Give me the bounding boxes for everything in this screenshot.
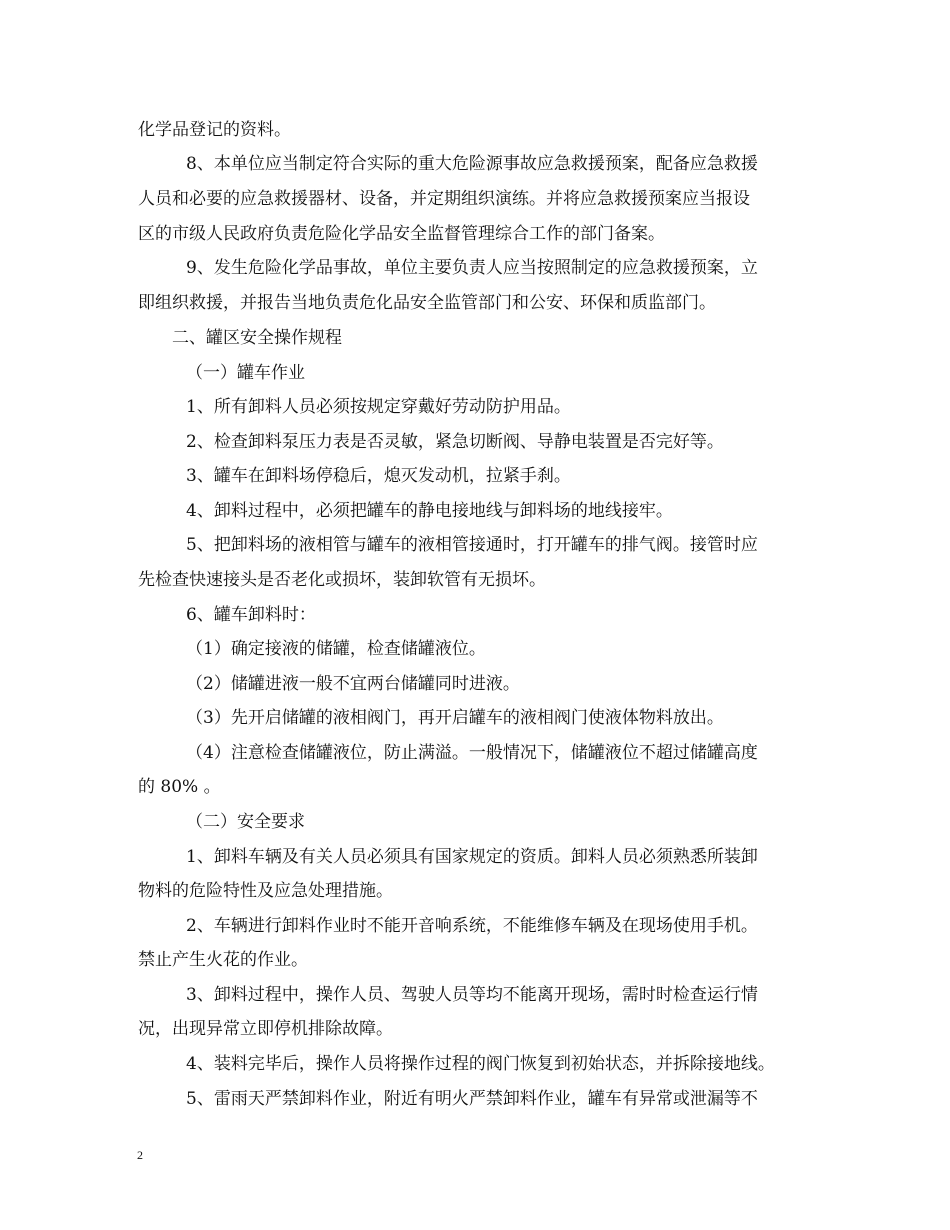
text-line: 4、装料完毕后，操作人员将操作过程的阀门恢复到初始状态，并拆除接地线。 [186,1054,775,1074]
text-line: 化学品登记的资料。 [138,120,291,140]
text-line: 5、把卸料场的液相管与罐车的液相管接通时，打开罐车的排气阀。接管时应 [186,535,758,555]
text-line: 6、罐车卸料时： [186,605,316,625]
text-line: （2）储罐进液一般不宜两台储罐同时进液。 [186,674,520,694]
text-line: 先检查快速接头是否老化或损坏，装卸软管有无损坏。 [138,570,546,590]
text-line: 的 80% 。 [138,777,221,797]
page-number: 2 [137,1148,143,1162]
text-line: 2、检查卸料泵压力表是否灵敏，紧急切断阀、导静电装置是否完好等。 [186,432,724,452]
subsection-heading: （二）安全要求 [186,812,305,832]
text-line: 1、卸料车辆及有关人员必须具有国家规定的资质。卸料人员必须熟悉所装卸 [186,847,758,867]
text-line: 1、所有卸料人员必须按规定穿戴好劳动防护用品。 [186,397,571,417]
text-line: 3、罐车在卸料场停稳后，熄灭发动机，拉紧手刹。 [186,466,571,486]
text-line: 3、卸料过程中，操作人员、驾驶人员等均不能离开现场，需时时检查运行情 [186,985,758,1005]
text-line: 5、雷雨天严禁卸料作业，附近有明火严禁卸料作业，罐车有异常或泄漏等不 [186,1089,758,1109]
text-line: 2、车辆进行卸料作业时不能开音响系统，不能维修车辆及在现场使用手机。 [186,916,758,936]
text-line: 禁止产生火花的作业。 [138,950,308,970]
text-line: 况，出现异常立即停机排除故障。 [138,1019,393,1039]
text-line: 即组织救援，并报告当地负责危化品安全监管部门和公安、环保和质监部门。 [138,293,716,313]
text-line: 4、卸料过程中，必须把罐车的静电接地线与卸料场的地线接牢。 [186,501,673,521]
text-line: 8、本单位应当制定符合实际的重大危险源事故应急救援预案，配备应急救援 [186,154,758,174]
text-line: 区的市级人民政府负责危险化学品安全监督管理综合工作的部门备案。 [138,224,665,244]
text-line: 9、发生危险化学品事故，单位主要负责人应当按照制定的应急救援预案，立 [186,258,758,278]
text-line: 人员和必要的应急救援器材、设备，并定期组织演练。并将应急救援预案应当报设 [138,189,750,209]
text-line: （4）注意检查储罐液位，防止满溢。一般情况下，储罐液位不超过储罐高度 [186,743,758,763]
text-line: （3）先开启储罐的液相阀门，再开启罐车的液相阀门使液体物料放出。 [186,708,724,728]
text-line: （1）确定接液的储罐，检查储罐液位。 [186,639,486,659]
text-line: 物料的危险特性及应急处理措施。 [138,881,393,901]
subsection-heading: （一）罐车作业 [186,363,305,383]
section-heading: 二、罐区安全操作规程 [172,328,342,348]
